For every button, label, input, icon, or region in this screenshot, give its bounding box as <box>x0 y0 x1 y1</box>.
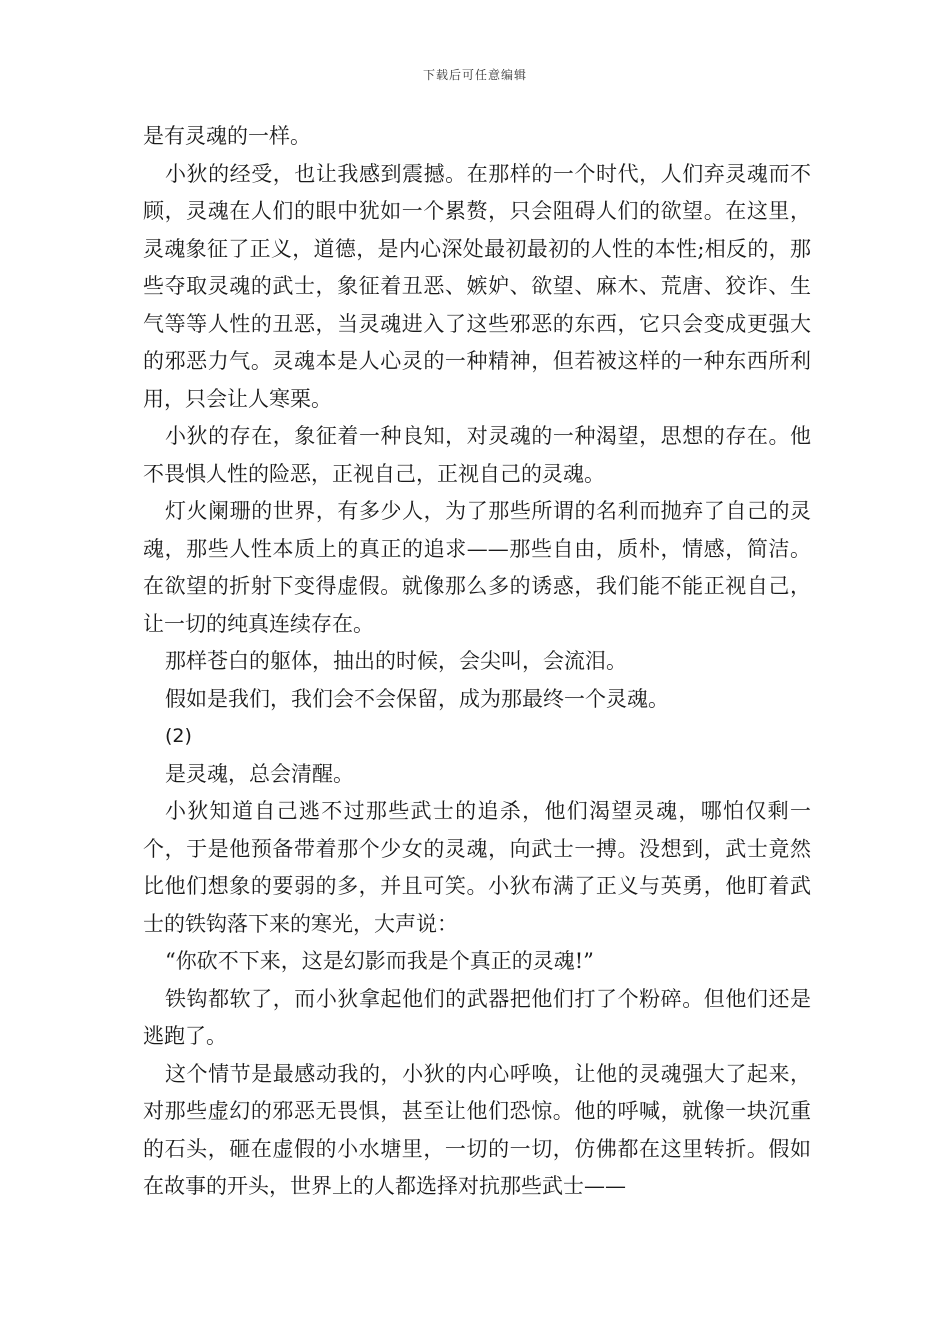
paragraph: 小狄知道自己逃不过那些武士的追杀，他们渴望灵魂，哪怕仅剩一个，于是他预备带着那个少女的灵魂，向武士一搏。没想到，武士竟然比他们想象的要弱的多，并且可笑。小狄布满了正义与英勇，他盯着武士的铁钩落下来的寒光，大声说： <box>143 799 811 936</box>
paragraph: 那样苍白的躯体，抽出的时候，会尖叫，会流泪。 <box>165 649 627 673</box>
paragraph: 这个情节是最感动我的，小狄的内心呼唤，让他的灵魂强大了起来，对那些虚幻的邪恶无畏惧，甚至让他们恐惊。他的呼喊，就像一块沉重的石头，砸在虚假的小水塘里，一切的一切，仿佛都在这里转折。假如在故事的开头，世界上的人都选择对抗那些武士—— <box>143 1061 811 1198</box>
section-number: (2) <box>165 725 192 747</box>
paragraph: 假如是我们，我们会不会保留，成为那最终一个灵魂。 <box>165 686 669 711</box>
paragraph: 灯火阑珊的世界，有多少人，为了那些所谓的名利而抛弃了自己的灵魂，那些人性本质上的真正的追求——那些自由，质朴，情感，简洁。在欲望的折射下变得虚假。就像那么多的诱惑，我们能不能正视自己，让一切的纯真连续存在。 <box>143 499 811 636</box>
paragraph: 是灵魂，总会清醒。 <box>165 761 354 786</box>
paragraph: 铁钩都软了，而小狄拿起他们的武器把他们打了个粉碎。但他们还是逃跑了。 <box>143 986 811 1048</box>
quote-paragraph: “你砍不下来，这是幻影而我是个真正的灵魂!” <box>165 949 594 973</box>
page-header: 下载后可任意编辑 <box>422 68 527 82</box>
paragraph: 小狄的存在，象征着一种良知，对灵魂的一种渴望，思想的存在。他不畏惧人性的险恶，正视自己，正视自己的灵魂。 <box>143 424 811 486</box>
document-body <box>143 118 811 1206</box>
paragraph-continuation: 是有灵魂的一样。 <box>143 124 311 148</box>
paragraph: 小狄的经受，也让我感到震撼。在那样的一个时代，人们弃灵魂而不顾，灵魂在人们的眼中犹如一个累赘，只会阻碍人们的欲望。在这里，灵魂象征了正义，道德，是内心深处最初最初的人性的本性;相反的，那些夺取灵魂的武士，象征着丑恶、嫉妒、欲望、麻木、荒唐、狡诈、生气等等人性的丑恶，当灵魂进入了这些邪恶的东西，它只会变成更强大的邪恶力气。灵魂本是人心灵的一种精神，但若被这样的一种东西所利用，只会让人寒栗。 <box>143 161 811 411</box>
